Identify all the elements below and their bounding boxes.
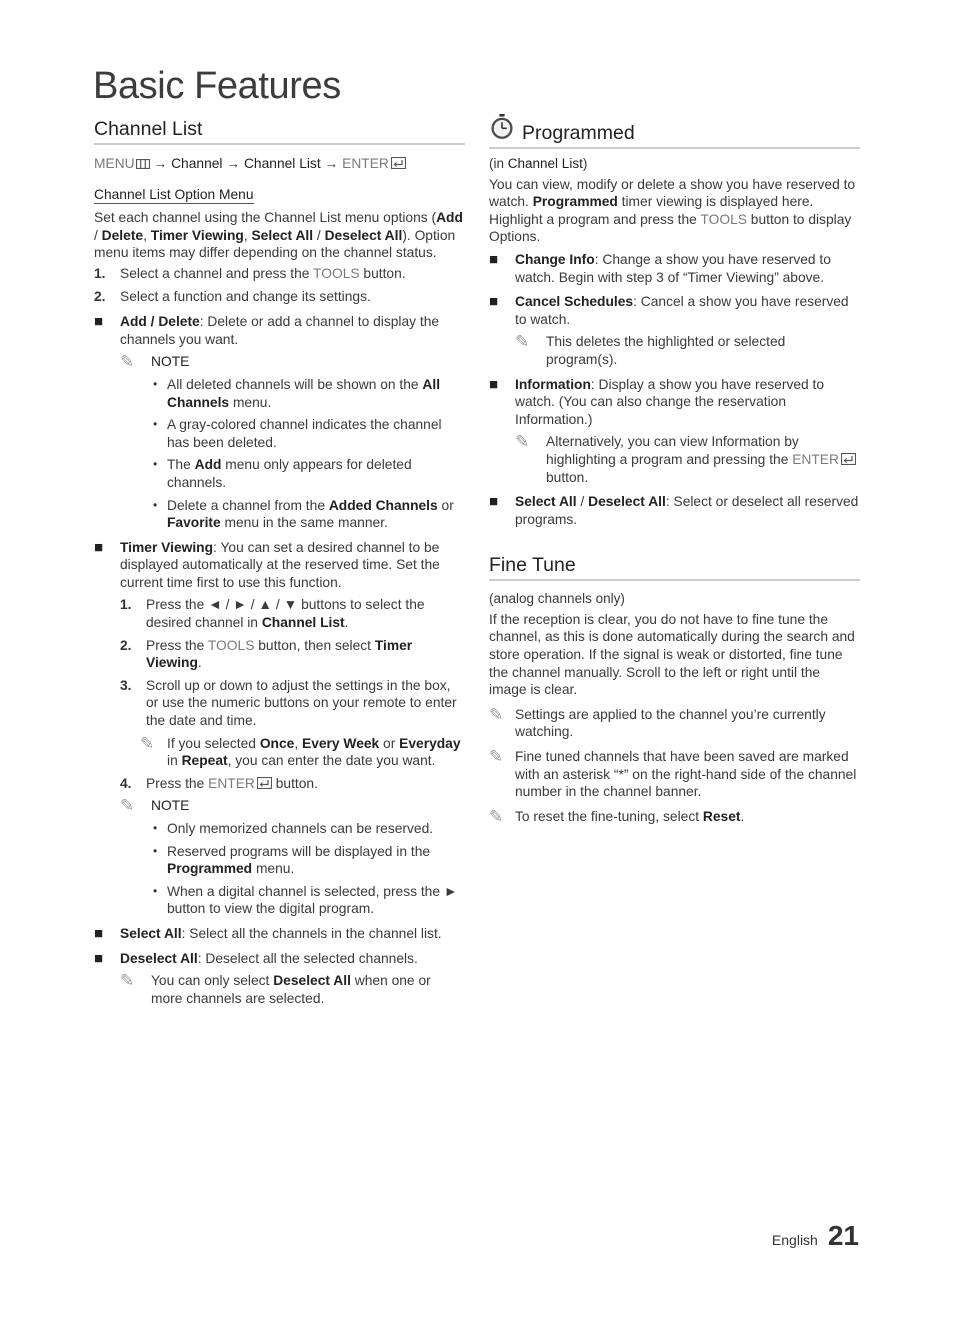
- enter-icon: [841, 453, 856, 465]
- enter-icon: [257, 777, 272, 789]
- page-footer: [772, 1220, 859, 1252]
- menu-icon: [136, 159, 150, 169]
- list-item: 2. Select a function and change its settings.: [94, 288, 371, 304]
- list-item: • A gray-colored channel indicates the channel has been deleted.: [153, 417, 442, 450]
- note-item: ✎ You can only select Deselect All when one or more channels are selected.: [120, 971, 431, 1006]
- programmed-heading: Programmed: [489, 117, 860, 149]
- list-item: • Delete a channel from the Added Channels or Favorite menu in the same manner.: [153, 497, 454, 531]
- note-item: ✎ Settings are applied to the channel you’re currently watching.: [489, 704, 826, 740]
- list-item: • All deleted channels will be shown on the All Channels menu.: [153, 376, 441, 410]
- programmed-section: [489, 117, 860, 825]
- list-item: • Only memorized channels can be reserved.: [153, 821, 434, 836]
- pencil-icon: ✎: [515, 432, 530, 452]
- deselect-all-item: ■ Deselect All: Deselect all the selected channels.: [94, 949, 418, 967]
- menu-path: MENU → Channel → Channel List → ENTER: [94, 155, 465, 173]
- square-bullet: ■: [489, 493, 499, 511]
- timer-viewing-item: ■ Timer Viewing: You can set a desired channel to be displayed automatically at the reserved time. Set the current time first to use this function.: [94, 538, 440, 590]
- pencil-icon: ✎: [140, 733, 155, 753]
- fine-tune-context: (analog channels only): [489, 591, 625, 607]
- list-item: 4. Press the ENTER button.: [120, 775, 318, 791]
- list-item: 2. Press the TOOLS button, then select Timer Viewing.: [120, 637, 413, 671]
- list-item: • When a digital channel is selected, press the ► button to view the digital program.: [153, 883, 458, 917]
- pencil-icon: ✎: [515, 332, 530, 352]
- select-all-item: ■ Select All: Select all the channels in the channel list.: [94, 924, 442, 942]
- pencil-icon: ✎: [489, 806, 504, 826]
- list-item: 1. Select a channel and press the TOOLS button.: [94, 265, 406, 281]
- list-item: • The Add menu only appears for deleted channels.: [153, 457, 412, 490]
- square-bullet: ■: [94, 538, 104, 556]
- square-bullet: ■: [489, 375, 499, 393]
- pencil-icon: ✎: [489, 747, 504, 767]
- list-item: 3. Scroll up or down to adjust the settings in the box, or use the numeric buttons on your remote to enter the date and time.: [120, 677, 457, 729]
- cancel-schedules-item: ■ Cancel Schedules: Cancel a show you have reserved to watch.: [489, 293, 849, 327]
- change-info-item: ■ Change Info: Change a show you have reserved to watch. Begin with step 3 of “Timer Viewing” above.: [489, 250, 831, 285]
- page-title: Basic Features: [93, 65, 341, 107]
- pencil-icon: ✎: [120, 352, 135, 372]
- option-menu-intro: Set each channel using the Channel List menu options (Add / Delete, Timer Viewing, Select All / Deselect All). Option menu items may differ depending on the channel status.: [94, 210, 463, 261]
- square-bullet: ■: [94, 949, 104, 967]
- option-menu-title: Channel List Option Menu: [94, 186, 254, 202]
- programmed-context: (in Channel List): [489, 156, 588, 171]
- pencil-icon: ✎: [489, 704, 504, 724]
- channel-list-section: [94, 117, 465, 1007]
- footer-language: English: [771, 1232, 818, 1248]
- square-bullet: ■: [94, 924, 104, 942]
- note-item: ✎ This deletes the highlighted or selected program(s).: [515, 332, 786, 367]
- fine-tune-heading: Fine Tune: [489, 553, 860, 581]
- square-bullet: ■: [94, 313, 104, 331]
- pencil-icon: ✎: [120, 796, 135, 816]
- note-item: ✎ Fine tuned channels that have been saved are marked with an asterisk “*” on the right-hand side of the channel number in the channel banner.: [489, 747, 857, 800]
- channel-list-heading: Channel List: [94, 117, 465, 145]
- list-item: • Reserved programs will be displayed in the Programmed menu.: [153, 843, 431, 877]
- note-item: ✎ To reset the fine-tuning, select Reset.: [489, 806, 745, 826]
- square-bullet: ■: [489, 293, 499, 311]
- page-number: 21: [827, 1220, 859, 1251]
- select-deselect-item: ■ Select All / Deselect All: Select or deselect all reserved programs.: [489, 493, 859, 527]
- square-bullet: ■: [489, 250, 499, 268]
- note-header: ✎ NOTE: [120, 796, 190, 816]
- note-item: ✎ If you selected Once, Every Week or Everyday in Repeat, you can enter the date you want.: [140, 733, 461, 769]
- note-header: ✎ NOTE: [120, 352, 190, 372]
- clock-icon: [489, 114, 515, 140]
- programmed-intro: You can view, modify or delete a show you have reserved to watch. Programmed timer viewing is displayed here. Highlight a program and press the TOOLS button to display Options.: [489, 176, 856, 245]
- note-item: ✎ Alternatively, you can view Information by highlighting a program and pressing the ENTER button.: [515, 433, 860, 486]
- list-item: 1. Press the ◄ / ► / ▲ / ▼ buttons to select the desired channel in Channel List.: [120, 597, 425, 631]
- fine-tune-intro: If the reception is clear, you do not have to fine tune the channel, as this is done automatically during the search and store operation. If the signal is weak or distorted, fine tune the channel manually. Scroll to the left or right until the image is clear.: [489, 611, 855, 698]
- add-delete-item: ■ Add / Delete: Delete or add a channel to display the channels you want.: [94, 313, 440, 347]
- information-item: ■ Information: Display a show you have reserved to watch. (You can also change the reservation Information.): [489, 375, 825, 427]
- enter-icon: [391, 157, 406, 169]
- pencil-icon: ✎: [120, 971, 135, 991]
